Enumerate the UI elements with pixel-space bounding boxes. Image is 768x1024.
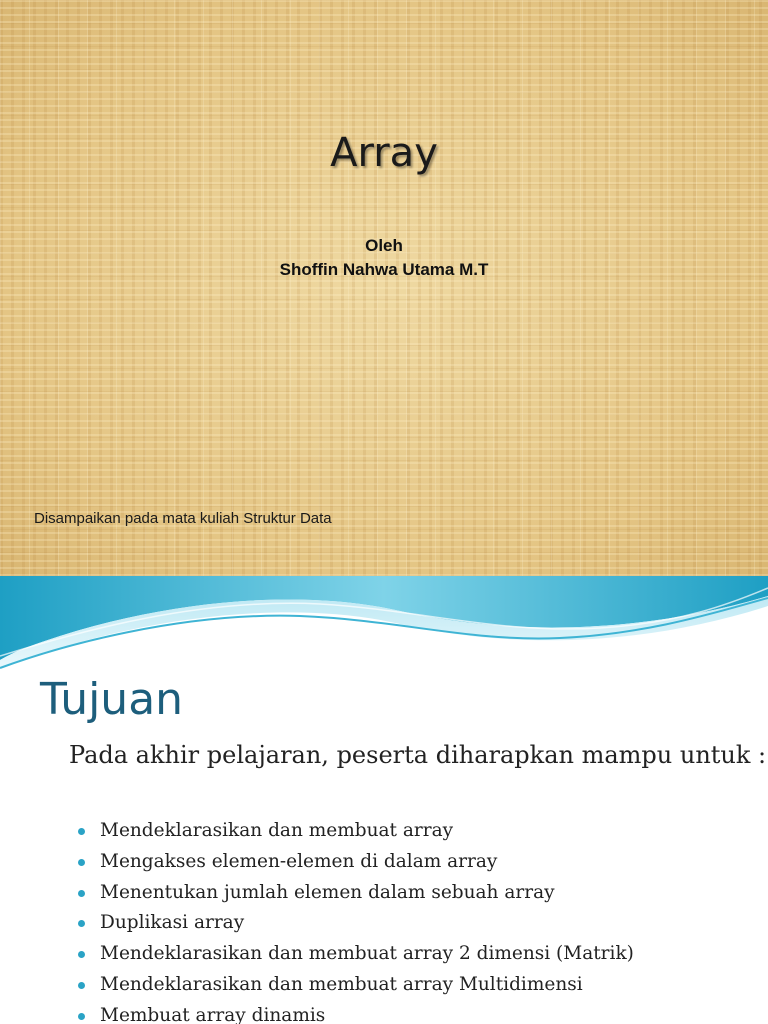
author-name: Shoffin Nahwa Utama M.T <box>279 260 489 279</box>
list-item <box>78 878 634 909</box>
list-item <box>78 908 634 939</box>
bullet-icon <box>78 920 85 927</box>
author-block <box>0 234 768 282</box>
list-item-text: Mendeklarasikan dan membuat array <box>100 820 454 841</box>
list-item <box>78 970 634 1001</box>
slide-title: Array <box>330 130 438 176</box>
header-wave-decoration <box>0 576 768 671</box>
bullet-icon <box>78 828 85 835</box>
list-item-text: Menentukan jumlah elemen dalam sebuah array <box>100 881 555 903</box>
list-item-text: Membuat array dinamis <box>100 1004 326 1024</box>
intro-text: Pada akhir pelajaran, peserta diharapkan mampu untuk : <box>69 741 767 769</box>
objectives-slide <box>0 576 768 1024</box>
list-item <box>78 939 634 970</box>
list-item <box>78 816 634 847</box>
bullet-icon <box>78 890 85 897</box>
bullet-icon <box>78 951 85 958</box>
list-item-text: Duplikasi array <box>100 912 245 934</box>
bullet-icon <box>78 982 85 989</box>
list-item-text: Mendeklarasikan dan membuat array 2 dimensi (Matrik) <box>100 943 634 965</box>
objectives-list <box>78 816 634 1024</box>
bullet-icon <box>78 859 85 866</box>
bullet-icon <box>78 1013 85 1020</box>
list-item <box>78 847 634 878</box>
by-label: Oleh <box>365 236 403 255</box>
course-note: Disampaikan pada mata kuliah Struktur Data <box>34 510 332 527</box>
section-heading: Tujuan <box>40 674 184 725</box>
list-item <box>78 1001 634 1024</box>
list-item-text: Mengakses elemen-elemen di dalam array <box>100 850 498 872</box>
list-item-text: Mendeklarasikan dan membuat array Multidimensi <box>100 973 583 995</box>
